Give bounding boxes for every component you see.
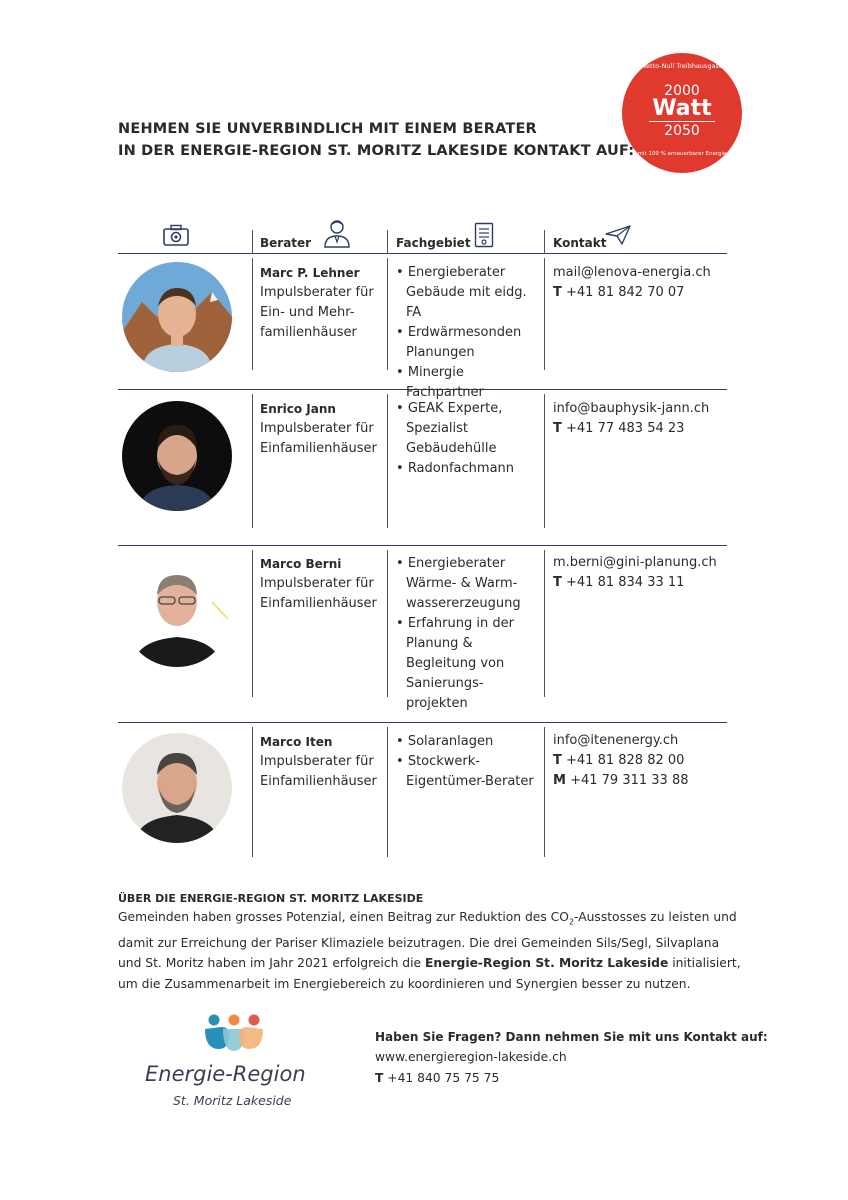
table-header-rule [118, 253, 727, 254]
column-divider [387, 230, 388, 254]
row-divider [118, 545, 727, 546]
expertise-item: • GEAK Experte, Spezialist Gebäudehülle [396, 401, 503, 456]
energie-region-logo-icon [203, 1013, 265, 1057]
logo-subtitle: St. Moritz Lakeside [173, 1093, 292, 1108]
column-divider [544, 727, 545, 857]
advisor-name: Marco Iten [260, 735, 333, 749]
advisor-role: Einfamilienhäuser [260, 596, 377, 611]
phone-number[interactable]: T +41 77 483 54 23 [553, 421, 685, 436]
headline-line-1: NEHMEN SIE UNVERBINDLICH MIT EINEM BERATER [118, 121, 537, 137]
advisor-info [260, 554, 385, 614]
advisor-name: Marco Berni [260, 557, 342, 571]
contact-info [553, 731, 728, 791]
badge-2050: 2050 [649, 121, 715, 139]
column-divider [544, 230, 545, 254]
phone-number[interactable]: T +41 81 828 82 00 [553, 753, 685, 768]
row-divider [118, 722, 727, 723]
advisor-name: Enrico Jann [260, 402, 336, 416]
expertise-item: • Energieberater Wärme- & Warmwassererzeugung [396, 556, 521, 611]
advisor-photo [122, 262, 232, 372]
expertise-list [396, 732, 541, 792]
contact-info [553, 263, 728, 303]
expertise-item: • Erfahrung in der Planung & Begleitung von Sanierungsprojekten [396, 616, 514, 711]
advisor-role: familienhäuser [260, 325, 357, 340]
advisor-info [260, 399, 385, 459]
phone-number[interactable]: T +41 81 842 70 07 [553, 285, 685, 300]
col-header-kontakt: Kontakt [553, 236, 607, 250]
about-paragraph: Gemeinden haben grosses Potenzial, einen Beitrag zur Reduktion des $CO_2$-Ausstosses zu leisten und damit zur Erreichung der Pariser Klimaziele beizutragen. Die drei Gemeinden Sils/Segl, Silvaplana und St. Moritz haben im Jahr 2021 erfolgreich die Energie-Region St. Moritz Lakeside initialisiert, um die Zusammenarbeit im Energiebereich zu koordinieren und Synergien besser zu nutzen. [118, 910, 741, 991]
col-header-berater: Berater [260, 236, 312, 250]
paper-plane-icon [605, 225, 631, 249]
advisor-photo [122, 557, 232, 667]
expertise-list [396, 554, 536, 714]
email-link[interactable]: mail@lenova-energia.ch [553, 265, 711, 280]
column-divider [252, 258, 253, 370]
advisor-role: Einfamilienhäuser [260, 774, 377, 789]
page-headline [118, 118, 634, 162]
contact-info [553, 553, 728, 593]
certificate-document-icon [474, 222, 494, 252]
advisor-role: Impulsberater für [260, 576, 374, 591]
column-divider [387, 258, 388, 370]
column-divider [252, 230, 253, 254]
column-divider [387, 550, 388, 697]
column-divider [387, 394, 388, 528]
column-divider [387, 727, 388, 857]
advisor-info [260, 263, 385, 343]
advisor-role: Impulsberater für [260, 421, 374, 436]
contact-phone[interactable]: T +41 840 75 75 75 [375, 1071, 500, 1085]
email-link[interactable]: m.berni@gini-planung.ch [553, 555, 717, 570]
expertise-list [396, 263, 541, 403]
badge-2000: 2000 [664, 83, 700, 99]
website-link[interactable]: www.energieregion-lakeside.ch [375, 1050, 567, 1064]
expertise-item: • Energieberater Gebäude mit eidg. FA [396, 265, 527, 320]
about-title: ÜBER DIE ENERGIE-REGION ST. MORITZ LAKESIDE [118, 892, 424, 905]
advisor-role: Einfamilienhäuser [260, 441, 377, 456]
badge-top-text: Netto-Null Treibhausgase [641, 62, 723, 70]
advisor-person-icon [322, 218, 352, 252]
logo-name: Energie-Region [145, 1062, 306, 1086]
column-divider [544, 258, 545, 370]
advisor-role: Impulsberater für [260, 285, 374, 300]
expertise-item: • Erdwärmesonden Planungen [396, 325, 522, 360]
camera-icon [163, 224, 189, 250]
expertise-item: • Radonfachmann [396, 461, 515, 476]
email-link[interactable]: info@bauphysik-jann.ch [553, 401, 710, 416]
mobile-number[interactable]: M +41 79 311 33 88 [553, 773, 689, 788]
column-divider [544, 394, 545, 528]
col-header-fachgebiet: Fachgebiet [396, 236, 471, 250]
headline-line-2: IN DER ENERGIE-REGION ST. MORITZ LAKESIDE KONTAKT AUF: [118, 143, 635, 159]
advisor-role: Ein- und Mehr- [260, 305, 355, 320]
expertise-item: • Stockwerk-Eigentümer-Berater [396, 754, 534, 789]
phone-number[interactable]: T +41 81 834 33 11 [553, 575, 685, 590]
expertise-list [396, 399, 536, 479]
contact-title: Haben Sie Fragen? Dann nehmen Sie mit uns Kontakt auf: [375, 1030, 768, 1044]
column-divider [544, 550, 545, 697]
badge-bottom-text: mit 100 % erneuerbarer Energie [637, 151, 727, 157]
expertise-item: • Minergie Fachpartner [396, 365, 484, 400]
email-link[interactable]: info@itenenergy.ch [553, 733, 679, 748]
advisor-info [260, 732, 385, 792]
advisor-name: Marc P. Lehner [260, 266, 360, 280]
contact-info [553, 399, 728, 439]
badge-watt: Watt [652, 96, 712, 121]
advisor-photo [122, 733, 232, 843]
advisor-role: Impulsberater für [260, 754, 374, 769]
expertise-item: • Solaranlagen [396, 734, 494, 749]
column-divider [252, 727, 253, 857]
column-divider [252, 550, 253, 697]
column-divider [252, 394, 253, 528]
advisor-photo [122, 401, 232, 511]
2000-watt-badge [622, 53, 742, 173]
